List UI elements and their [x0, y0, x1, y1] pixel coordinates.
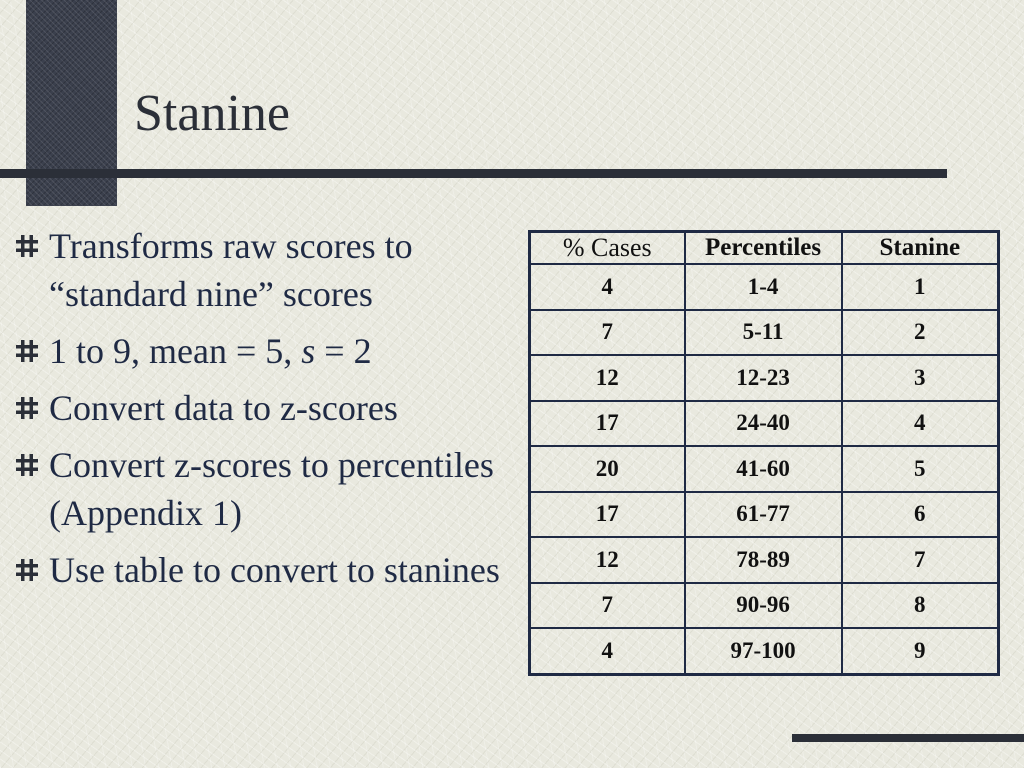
cell-percentiles: 5-11 [685, 310, 842, 356]
title-underline-rule [0, 169, 947, 178]
cell-stanine: 2 [842, 310, 999, 356]
bullet-item [14, 327, 519, 375]
stanine-table [528, 230, 1000, 676]
cell-pct-cases: 7 [530, 310, 685, 356]
table-row [530, 310, 999, 356]
bullet-text-italic: s [301, 331, 316, 371]
cell-percentiles: 97-100 [685, 628, 842, 674]
bullet-item [14, 384, 519, 432]
cell-pct-cases: 20 [530, 446, 685, 492]
cell-pct-cases: 17 [530, 401, 685, 447]
bullet-text: Use table to convert to stanines [49, 550, 500, 590]
cell-percentiles: 1-4 [685, 264, 842, 310]
bullet-text: Convert z-scores to percentiles (Appendix 1) [49, 445, 494, 533]
bullet-item [14, 546, 519, 594]
bullet-text-suffix: = 2 [315, 331, 372, 371]
cell-stanine: 8 [842, 583, 999, 629]
cell-stanine: 7 [842, 537, 999, 583]
table-row [530, 355, 999, 401]
hash-bullet-icon [16, 559, 38, 581]
bullet-item [14, 441, 519, 537]
table-row [530, 264, 999, 310]
cell-percentiles: 78-89 [685, 537, 842, 583]
cell-pct-cases: 12 [530, 355, 685, 401]
slide-title: Stanine [134, 85, 290, 142]
bullet-list [14, 222, 519, 603]
bottom-accent-rule [792, 734, 1024, 742]
table-row [530, 628, 999, 674]
header-stanine: Stanine [842, 232, 999, 265]
cell-stanine: 4 [842, 401, 999, 447]
table-row [530, 537, 999, 583]
cell-stanine: 5 [842, 446, 999, 492]
bullet-text: Convert data to z-scores [49, 388, 398, 428]
hash-bullet-icon [16, 397, 38, 419]
cell-pct-cases: 12 [530, 537, 685, 583]
table-row [530, 492, 999, 538]
cell-stanine: 6 [842, 492, 999, 538]
cell-pct-cases: 4 [530, 628, 685, 674]
bullet-text-prefix: 1 to 9, mean = 5, [49, 331, 302, 371]
hash-bullet-icon [16, 340, 38, 362]
header-percentiles: Percentiles [685, 232, 842, 265]
bullet-item [14, 222, 519, 318]
cell-pct-cases: 17 [530, 492, 685, 538]
bullet-text: Transforms raw scores to “standard nine” scores [49, 226, 413, 314]
cell-stanine: 1 [842, 264, 999, 310]
cell-percentiles: 12-23 [685, 355, 842, 401]
header-pct-cases: % Cases [530, 232, 685, 265]
cell-stanine: 3 [842, 355, 999, 401]
table-header-row [530, 232, 999, 265]
cell-percentiles: 61-77 [685, 492, 842, 538]
table-row [530, 401, 999, 447]
hash-bullet-icon [16, 235, 38, 257]
cell-percentiles: 41-60 [685, 446, 842, 492]
hash-bullet-icon [16, 454, 38, 476]
table-row [530, 446, 999, 492]
cell-stanine: 9 [842, 628, 999, 674]
cell-percentiles: 90-96 [685, 583, 842, 629]
bullet-text [49, 331, 372, 371]
cell-pct-cases: 4 [530, 264, 685, 310]
cell-percentiles: 24-40 [685, 401, 842, 447]
cell-pct-cases: 7 [530, 583, 685, 629]
table-row [530, 583, 999, 629]
